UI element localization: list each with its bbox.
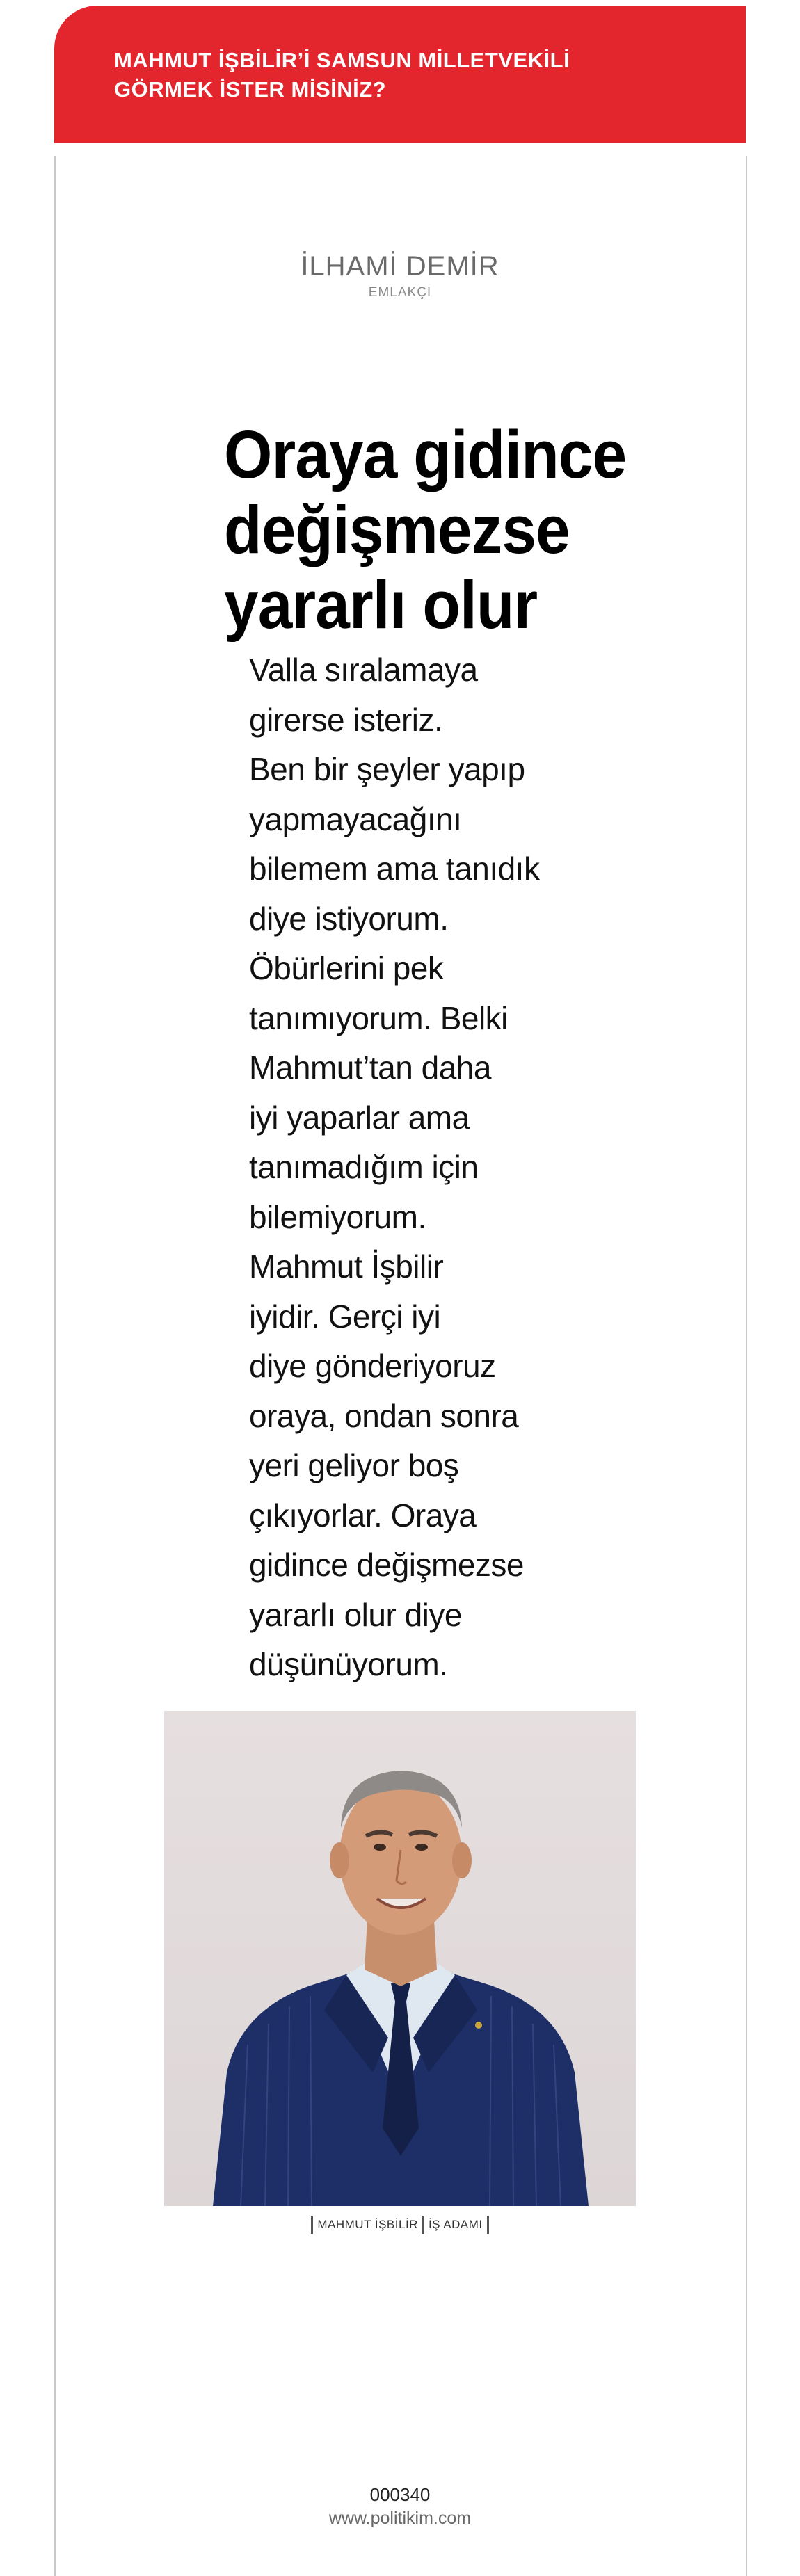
headline-line-1: Oraya gidince	[224, 417, 627, 492]
body-line: Valla sıralamaya	[249, 652, 478, 688]
body-line: girerse isteriz.	[249, 701, 443, 738]
headline	[224, 417, 725, 643]
body-line: Mahmut İşbilir	[249, 1248, 444, 1285]
body-line: Mahmut’tan daha	[249, 1049, 491, 1086]
portrait-photo	[164, 1711, 636, 2206]
body-line: Ben bir şeyler yapıp	[249, 751, 525, 787]
banner-title-line-2: GÖRMEK İSTER MİSİNİZ?	[114, 77, 387, 102]
body-line: yeri geliyor boş	[249, 1447, 459, 1483]
banner-title-line-1: MAHMUT İŞBİLİR’İ SAMSUN MİLLETVEKİLİ	[114, 48, 570, 72]
author-name: İLHAMİ DEMİR	[301, 251, 499, 282]
body-line: yapmayacağını	[249, 800, 462, 837]
body-line: tanımıyorum. Belki	[249, 999, 508, 1036]
caption-name: MAHMUT İŞBİLİR	[317, 2218, 418, 2231]
caption-divider	[487, 2216, 489, 2234]
caption-divider	[422, 2216, 424, 2234]
body-line: düşünüyorum.	[249, 1646, 448, 1682]
body-line: Öbürlerini pek	[249, 950, 444, 986]
body-line: diye gönderiyoruz	[249, 1348, 496, 1384]
body-line: tanımadığım için	[249, 1149, 479, 1185]
caption-role: İŞ ADAMI	[428, 2218, 483, 2231]
body-line: oraya, ondan sonra	[249, 1397, 519, 1434]
frame-left-border	[54, 156, 56, 2576]
author-role: EMLAKÇI	[368, 285, 432, 300]
frame-right-border	[746, 156, 747, 2576]
body-line: iyidir. Gerçi iyi	[249, 1298, 441, 1335]
body-line: çıkıyorlar. Oraya	[249, 1497, 477, 1533]
body-line: diye istiyorum.	[249, 900, 449, 937]
body-line: bilemiyorum.	[249, 1198, 426, 1235]
footer-code: 000340	[369, 2484, 431, 2505]
headline-line-3: yararlı olur	[224, 567, 538, 643]
body-text	[249, 645, 583, 1690]
headline-line-2: değişmezse	[224, 492, 570, 567]
portrait-illustration	[164, 1711, 636, 2206]
caption-divider	[311, 2216, 313, 2234]
body-line: iyi yaparlar ama	[249, 1099, 470, 1136]
header-banner	[54, 6, 746, 143]
body-line: yararlı olur diye	[249, 1596, 462, 1633]
author-block	[0, 250, 800, 300]
photo-caption	[0, 2216, 800, 2234]
footer-website-link[interactable]: www.politikim.com	[328, 2509, 472, 2528]
body-line: gidince değişmezse	[249, 1547, 525, 1583]
body-line: bilemem ama tanıdık	[249, 851, 540, 887]
footer	[0, 2483, 800, 2530]
